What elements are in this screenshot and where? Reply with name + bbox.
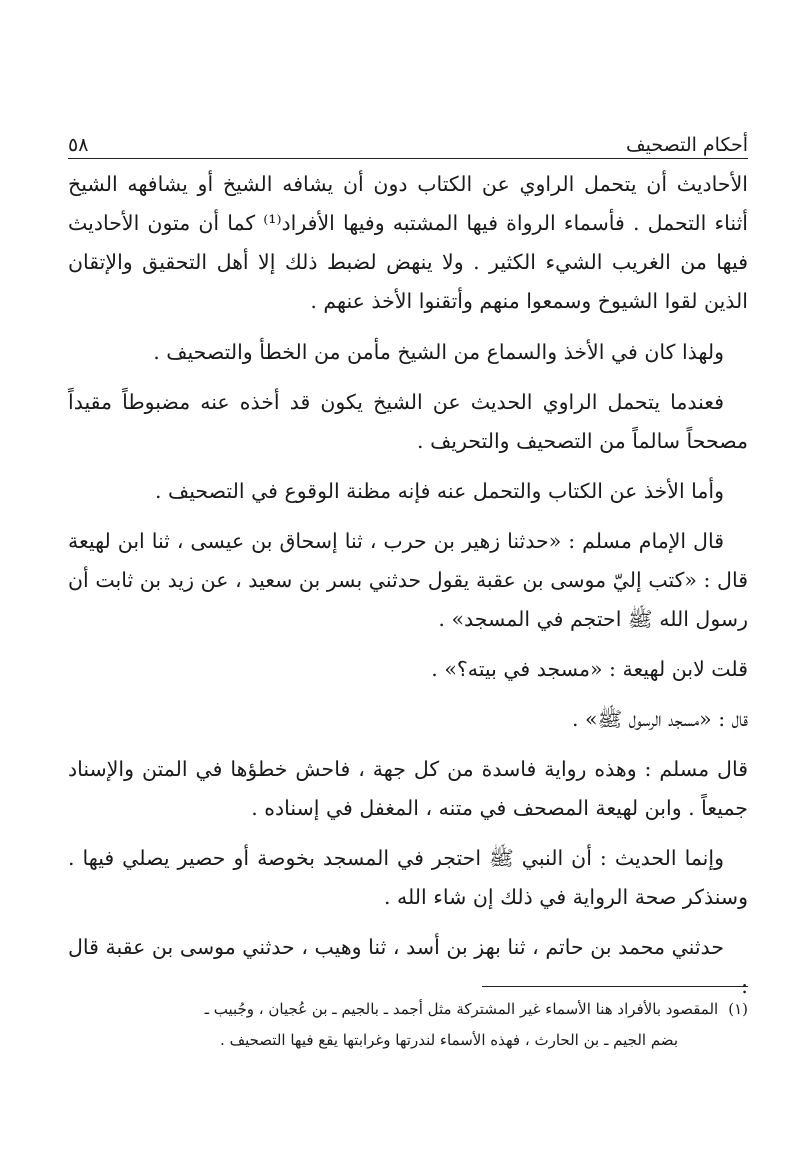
running-title: أحكام التصحيف [625,134,748,156]
paragraph: الأحاديث أن يتحمل الراوي عن الكتاب دون أن يشافه الشيخ أو يشافهه الشيخ أثناء التحمل . فأسماء الرواة فيها المشتبه وفيها الأفراد⁽¹⁾ كما أن متون الأحاديث فيها من الغريب الشيء الكثير . ولا ينهض لضبط ذلك إلا أهل التحقيق والإتقان الذين لقوا الشيوخ وسمعوا منهم وأتقنوا الأخذ عنهم . [68,172,748,313]
footnote-line [68,994,748,1025]
paragraph: حدثني محمد بن حاتم ، ثنا بهز بن أسد ، ثنا وهيب ، حدثني موسى بن عقبة قال : [68,935,748,998]
paragraph: فعندما يتحمل الراوي الحديث عن الشيخ يكون قد أخذه عنه مضبوطاً مقيداً مصححاً سالماً من التصحيف والتحريف . [68,390,748,453]
page-header [68,120,748,156]
paragraph: وإنما الحديث : أن النبي ﷺ احتجر في المسجد بخوصة أو حصير يصلي فيها . وسنذكر صحة الرواية في ذلك إن شاء الله . [68,846,748,909]
paragraph: قلت لابن لهيعة : «مسجد في بيته؟» . [431,657,748,681]
paragraph: قال مسلم : وهذه رواية فاسدة من كل جهة ، فاحش خطؤها في المتن والإسناد جميعاً . وابن لهيعة المصحف في متنه ، المغفل في إسناده . [68,757,748,820]
footnote-text: المقصود بالأفراد هنا الأسماء غير المشتركة مثل أجمد ـ بالجيم ـ بن عُجيان ، وجُبيب ـ [204,1000,719,1018]
page-number: ٥٨ [68,134,89,156]
footnote-rule [482,986,748,987]
footnote-number: (١) [728,1000,748,1018]
paragraph: ولهذا كان في الأخذ والسماع من الشيخ مأمن من الخطأ والتصحيف . [153,340,724,364]
footnote-line: بضم الجيم ـ بن الحارث ، فهذه الأسماء لندرتها وغرابتها يقع فيها التصحيف . [220,1031,678,1049]
footnote [68,994,748,1056]
header-rule [68,158,748,159]
paragraph: وأما الأخذ عن الكتاب والتحمل عنه فإنه مظنة الوقوع في التصحيف . [154,479,724,503]
paragraph: قال : «مسجد الرسول ﷺ» . [571,707,748,731]
paragraph: قال الإمام مسلم : «حدثنا زهير بن حرب ، ثنا إسحاق بن عيسى ، ثنا ابن لهيعة قال : «كتب إليّ موسى بن عقبة يقول حدثني بسر بن سعيد ، عن زيد بن ثابت أن رسول الله ﷺ احتجم في المسجد» . [68,529,748,631]
main-text [68,165,748,1017]
